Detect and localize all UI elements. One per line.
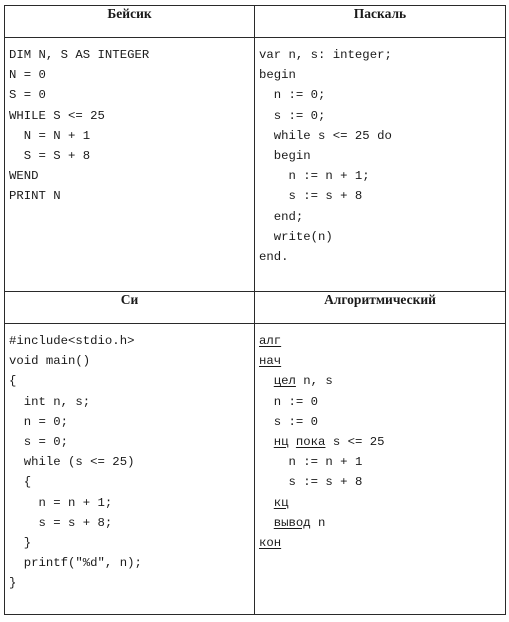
basic-code-line: WHILE S <= 25 [9, 108, 105, 123]
basic-code-block [5, 38, 254, 207]
algo-code-text: n, s [295, 374, 333, 389]
algo-code-text: n := n + 1 [288, 455, 363, 470]
pascal-code-line: end. [259, 249, 289, 264]
basic-cell [5, 38, 255, 292]
algo-keyword: пока [295, 434, 326, 449]
header-pascal: Паскаль [255, 6, 506, 38]
basic-code-line: N = 0 [9, 68, 46, 83]
basic-code-line: S = S + 8 [9, 148, 91, 163]
basic-code-line: N = N + 1 [9, 128, 91, 143]
pascal-code-line: begin [259, 148, 311, 163]
algo-code-line [259, 432, 505, 452]
algo-keyword: кон [259, 535, 282, 550]
c-code-line: int n, s; [9, 394, 91, 409]
algo-keyword: цел [273, 374, 296, 389]
algo-code-line [259, 392, 505, 412]
algo-code-line [259, 412, 505, 432]
header-basic: Бейсик [5, 6, 255, 38]
pascal-code-line: begin [259, 68, 296, 83]
pascal-code-line: write(n) [259, 229, 333, 244]
pascal-code-line: while s <= 25 do [259, 128, 392, 143]
header-algo: Алгоритмический [255, 292, 506, 324]
c-code-block [5, 324, 254, 593]
pascal-code-block [255, 38, 505, 267]
pascal-code-line: s := 0; [259, 108, 326, 123]
pascal-cell [255, 38, 506, 292]
algo-code-line [259, 533, 505, 553]
c-code-line: s = s + 8; [9, 515, 113, 530]
algo-code-line [259, 493, 505, 513]
c-code-line: s = 0; [9, 434, 69, 449]
algo-code-line [259, 351, 505, 371]
algo-code-line [259, 513, 505, 533]
algo-code-line [259, 331, 505, 351]
c-code-line: n = n + 1; [9, 495, 113, 510]
algo-code-text: n [310, 515, 326, 530]
algo-code-text: s <= 25 [325, 434, 385, 449]
algo-keyword: алг [259, 334, 282, 348]
algo-code-text: n := 0 [273, 394, 319, 409]
c-code-line: void main() [9, 354, 91, 369]
algo-cell [255, 324, 506, 615]
c-cell [5, 324, 255, 615]
algo-keyword: нц [273, 434, 289, 449]
algo-code-line [259, 371, 505, 391]
code-table [4, 5, 506, 615]
header-c: Си [5, 292, 255, 324]
algo-keyword: нач [259, 354, 282, 369]
c-code-line: { [9, 374, 17, 389]
basic-code-line: WEND [9, 169, 39, 184]
pascal-code-line: end; [259, 209, 304, 224]
code-row-bottom [5, 324, 506, 615]
basic-code-line: DIM N, S AS INTEGER [9, 48, 150, 62]
algo-code-text: s := 0 [273, 414, 319, 429]
c-code-line: #include<stdio.h> [9, 334, 135, 348]
basic-code-line: PRINT N [9, 189, 61, 204]
c-code-line: } [9, 535, 32, 550]
algo-code-text: s := s + 8 [288, 475, 363, 490]
algo-code-block [255, 324, 505, 553]
algo-code-line [259, 452, 505, 472]
basic-code-line: S = 0 [9, 88, 46, 103]
pascal-code-line: n := 0; [259, 88, 326, 103]
c-code-line: } [9, 576, 17, 591]
algo-code-line [259, 472, 505, 492]
c-code-line: { [9, 475, 32, 490]
pascal-code-line: var n, s: integer; [259, 48, 392, 62]
c-code-line: printf("%d", n); [9, 556, 142, 571]
algo-keyword: кц [273, 495, 289, 510]
algo-keyword: вывод [273, 515, 311, 530]
header-row-top [5, 6, 506, 38]
pascal-code-line: n := n + 1; [259, 169, 370, 184]
c-code-line: while (s <= 25) [9, 455, 135, 470]
code-row-top [5, 38, 506, 292]
pascal-code-line: s := s + 8 [259, 189, 363, 204]
header-row-bottom [5, 292, 506, 324]
c-code-line: n = 0; [9, 414, 69, 429]
